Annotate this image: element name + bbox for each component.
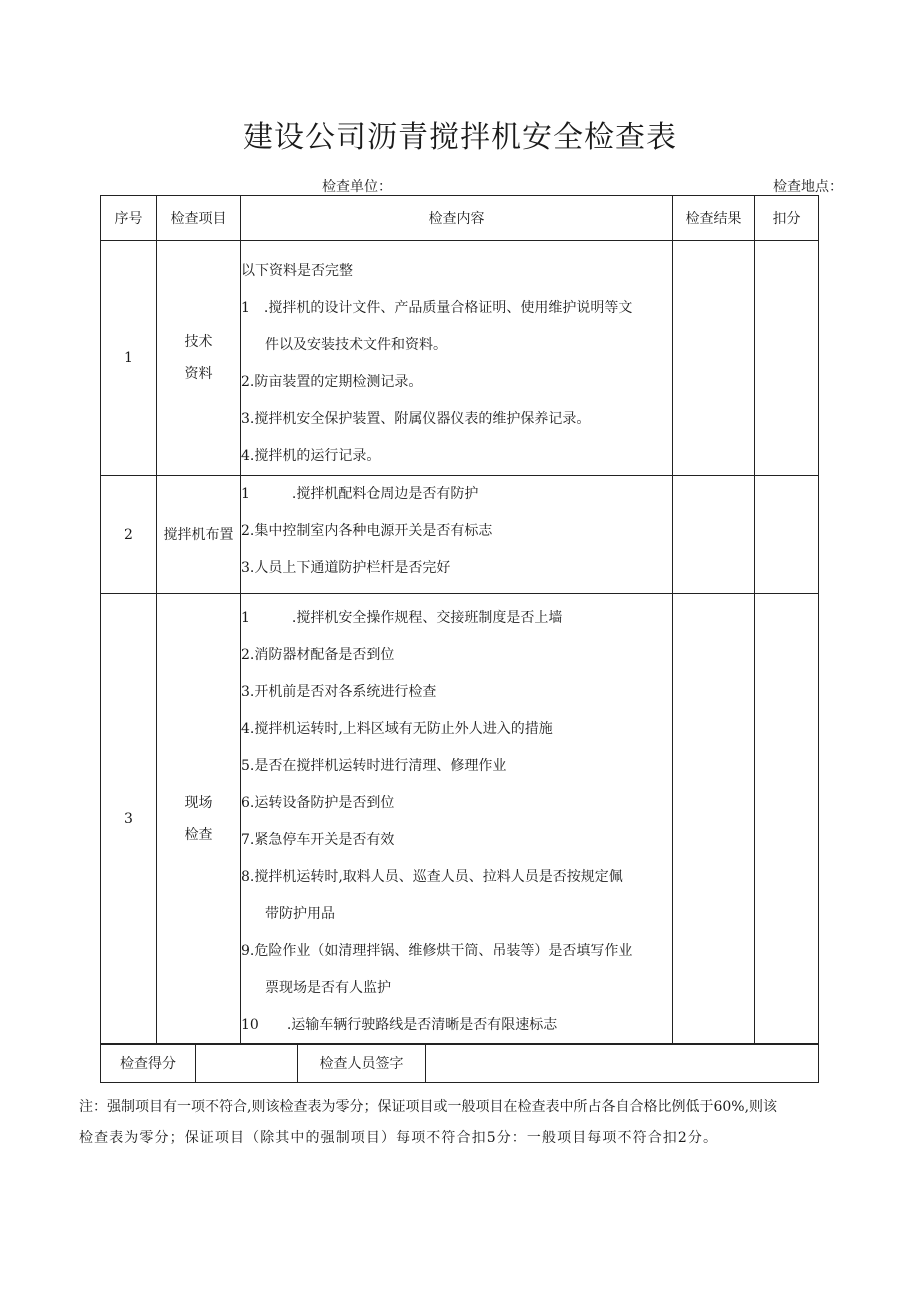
page-title: 建设公司沥青搅拌机安全检查表 (243, 120, 677, 155)
footnote (79, 1092, 845, 1154)
content-line: 票现场是否有人监护 (265, 980, 391, 996)
content-line: 10 .运输车辆行驶路线是否清晰是否有限速标志 (241, 1017, 558, 1033)
content-line: 1 .搅拌机的设计文件、产品质量合格证明、使用维护说明等文 (241, 300, 633, 316)
header-content: 检查内容 (241, 196, 673, 241)
deduct-cell[interactable] (755, 241, 819, 476)
row-number: 3 (101, 594, 157, 1045)
table-row (101, 476, 819, 594)
row-item (157, 241, 241, 476)
footnote-line: 检查表为零分；保证项目（除其中的强制项目）每项不符合扣5分：一般项目每项不符合扣2分。 (79, 1130, 719, 1146)
row-content (241, 594, 673, 1045)
row-number: 1 (101, 241, 157, 476)
content-line: 8.搅拌机运转时,取料人员、巡查人员、拉料人员是否按规定佩 (241, 869, 623, 885)
row-item-line: 检查 (184, 827, 213, 843)
content-line: 4.搅拌机的运行记录。 (241, 448, 381, 464)
content-line: 以下资料是否完整 (241, 263, 353, 279)
content-line: 5.是否在搅拌机运转时进行清理、修理作业 (241, 758, 507, 774)
row-item-line: 搅拌机布置 (163, 526, 234, 543)
footnote-line: 注：强制项目有一项不符合,则该检查表为零分；保证项目或一般项目在检查表中所占各自合格比例低于60%,则该 (79, 1099, 778, 1115)
signature-table (100, 1043, 819, 1083)
score-input[interactable] (196, 1044, 298, 1083)
content-line: 2.消防器材配备是否到位 (241, 647, 395, 663)
inspector-label: 检查人员签字 (298, 1044, 426, 1083)
content-line: 带防护用品 (265, 906, 335, 922)
content-line: 3.开机前是否对各系统进行检查 (241, 684, 437, 700)
table-row (101, 594, 819, 1045)
header-result: 检查结果 (673, 196, 755, 241)
content-line: 1 .搅拌机安全操作规程、交接班制度是否上墙 (241, 610, 563, 626)
row-content (241, 476, 673, 594)
deduct-cell[interactable] (755, 476, 819, 594)
inspection-place-label: 检查地点： (773, 179, 843, 195)
header-no: 序号 (101, 196, 157, 241)
row-item-line: 现场 (184, 795, 213, 811)
row-item (157, 476, 241, 594)
content-line: 3.搅拌机安全保护装置、附属仪器仪表的维护保养记录。 (241, 411, 591, 427)
result-cell[interactable] (673, 476, 755, 594)
row-number: 2 (101, 476, 157, 594)
row-item (157, 594, 241, 1045)
content-line: 2.集中控制室内各种电源开关是否有标志 (241, 523, 493, 539)
inspection-table (100, 195, 819, 1045)
score-label: 检查得分 (101, 1044, 196, 1083)
deduct-cell[interactable] (755, 594, 819, 1045)
result-cell[interactable] (673, 594, 755, 1045)
content-line: 6.运转设备防护是否到位 (241, 795, 395, 811)
header-item: 检查项目 (157, 196, 241, 241)
row-item-line: 资料 (184, 366, 213, 382)
content-line: 3.人员上下通道防护栏杆是否完好 (241, 560, 451, 576)
row-item-line: 技术 (184, 334, 213, 350)
content-line: 4.搅拌机运转时,上料区域有无防止外人进入的措施 (241, 721, 553, 737)
content-line: 2.防亩装置的定期检测记录。 (241, 374, 423, 390)
table-header-row (101, 196, 819, 241)
header-deduct: 扣分 (755, 196, 819, 241)
content-line: 7.紧急停车开关是否有效 (241, 832, 395, 848)
inspection-unit-label: 检查单位： (322, 179, 392, 195)
content-line: 9.危险作业（如清理拌锅、维修烘干筒、吊装等）是否填写作业 (241, 943, 633, 959)
table-row (101, 241, 819, 476)
content-line: 1 .搅拌机配料仓周边是否有防护 (241, 486, 479, 502)
content-line: 件以及安装技术文件和资料。 (265, 337, 447, 353)
result-cell[interactable] (673, 241, 755, 476)
row-content (241, 241, 673, 476)
inspector-signature-input[interactable] (426, 1044, 819, 1083)
